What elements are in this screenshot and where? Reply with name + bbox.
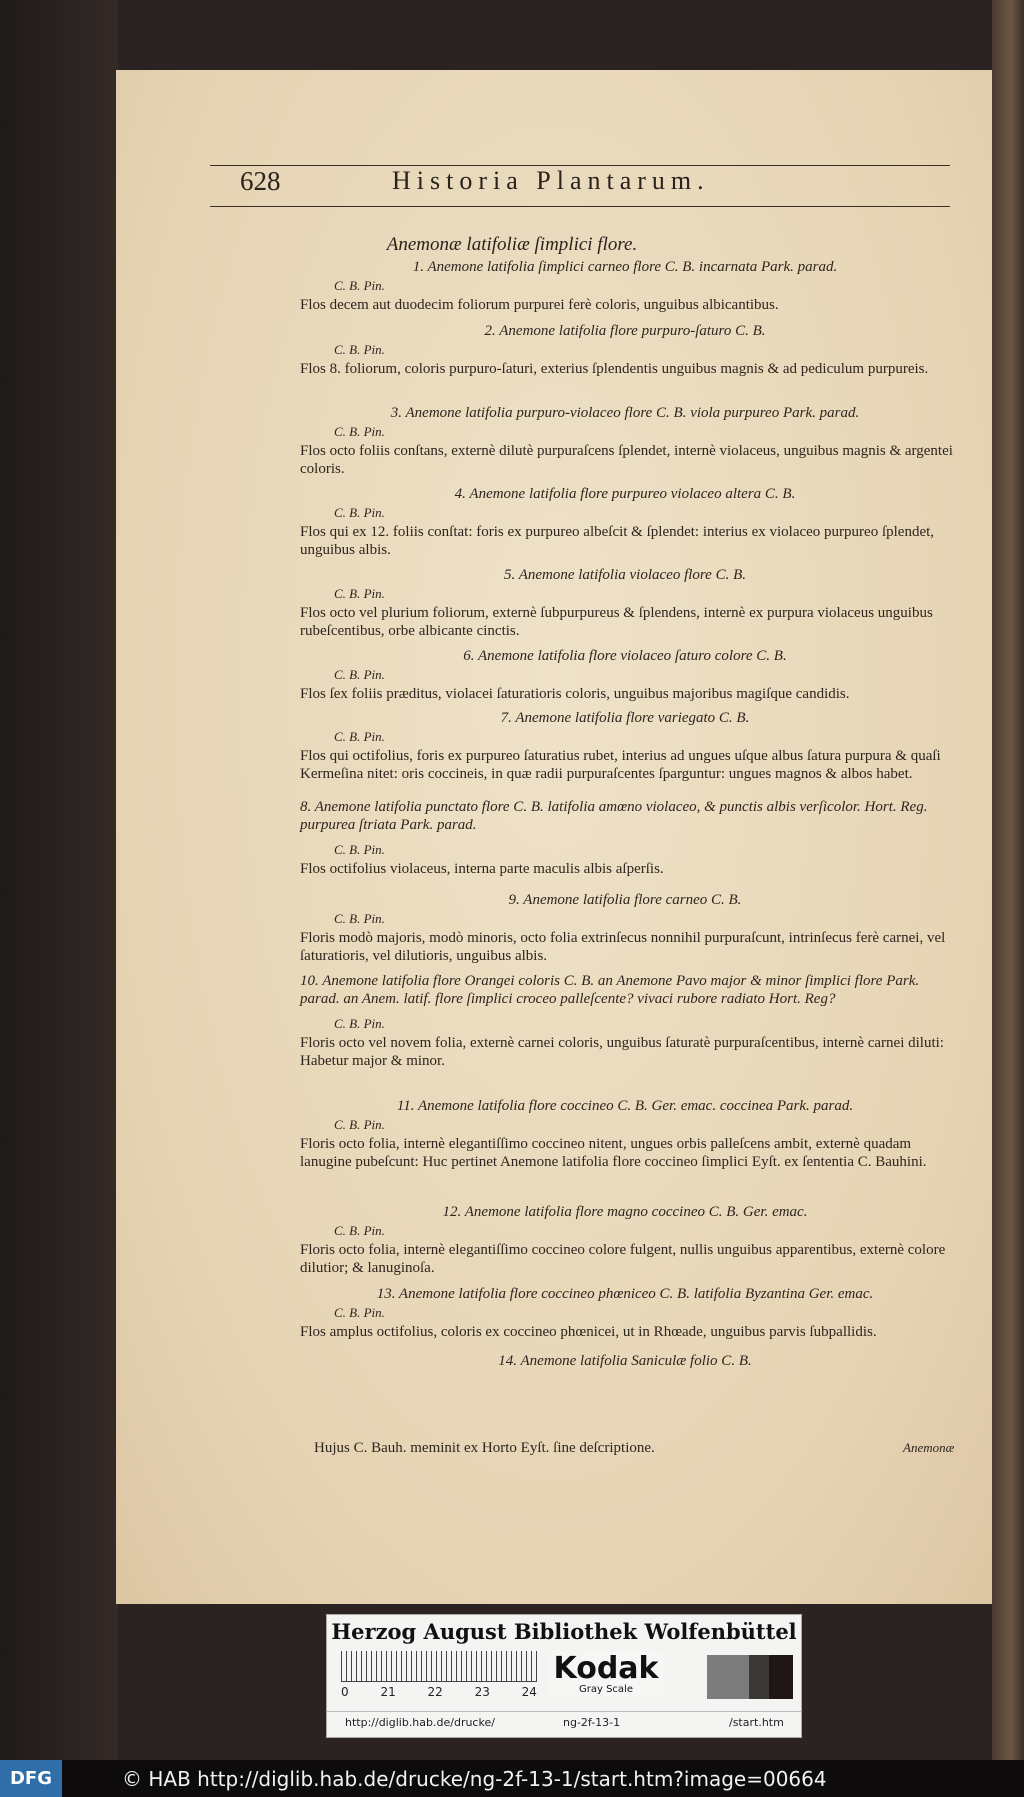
entry-reference: C. B. Pin.: [334, 1305, 385, 1320]
catchword: Anemonæ: [903, 1440, 955, 1455]
entry-heading: 3. Anemone latifolia purpuro-violaceo flore C. B. viola purpureo Park. parad.: [390, 405, 860, 421]
url-suffix: /start.htm: [729, 1716, 784, 1729]
entry-description: Floris octo folia, internè elegantiſſimo coccineo nitent, ungues orbis palleſcens ambit, externè quadam lanugine pubeſcunt: Huc pertinet Anemone latifolia flore coccineo ſimplici Eyſt. ex ſententia C. Bauhini.: [300, 1136, 927, 1170]
dfg-logo: DFG: [0, 1760, 62, 1797]
gray-patch: [707, 1655, 749, 1699]
entry-heading: 6. Anemone latifolia flore violaceo ſaturo colore C. B.: [463, 648, 787, 664]
entry-description: Flos ſex foliis præditus, violacei ſaturatioris coloris, unguibus majoribus magiſque candidis.: [300, 686, 850, 702]
gray-patch: [749, 1655, 769, 1699]
entry-heading: 7. Anemone latifolia flore variegato C. B.: [500, 710, 750, 726]
ruler-number: 23: [474, 1685, 490, 1699]
entry-description: Floris octo folia, internè elegantiſſimo coccineo colore fulgent, nullis unguibus apparentibus, externè colore dilutior; & lanuginoſa.: [300, 1242, 946, 1276]
entry-description: Flos octo vel plurium foliorum, externè ſubpurpureus & ſplendens, internè ex purpura violaceus unguibus rubeſcentibus, orbe albicante cinctis.: [300, 605, 933, 639]
entry-heading: 9. Anemone latifolia flore carneo C. B.: [508, 892, 742, 908]
running-title: Historia Plantarum.: [392, 166, 710, 195]
entry-reference: C. B. Pin.: [334, 842, 385, 857]
entry-reference: C. B. Pin.: [334, 911, 385, 926]
entry-reference: C. B. Pin.: [334, 667, 385, 682]
entry-heading: 2. Anemone latifolia flore purpuro-ſaturo C. B.: [484, 323, 766, 339]
library-card: [326, 1614, 802, 1738]
url-signature: ng-2f-13-1: [563, 1716, 621, 1729]
entry-description: Flos decem aut duodecim foliorum purpurei ferè coloris, unguibus albicantibus.: [300, 297, 779, 313]
gray-scale-label: Gray Scale: [579, 1684, 633, 1695]
footer-text: Hujus C. Bauh. meminit ex Horto Eyſt. ſine deſcriptione.: [314, 1440, 655, 1456]
entry-description: Floris modò majoris, modò minoris, octo folia extrinſecus nonnihil purpuraſcunt, intrinſecus ferè carnei, vel ſaturatioris, vel dilutioris, unguibus albis.: [300, 930, 946, 964]
entry-reference: C. B. Pin.: [334, 586, 385, 601]
entry-heading: 8. Anemone latifolia punctato flore C. B. latifolia amœno violaceo, & punctis albis verſicolor. Hort. Reg. purpurea ſtriata Park. parad.: [300, 799, 928, 833]
entry-description: Flos qui octifolius, foris ex purpureo ſaturatius rubet, interius ad ungues uſque albus ſatura purpura & quaſi Kermeſina nitet: oris coccineis, in quæ radii purpuraſcentes ſparguntur: ungues magnos & albos habet.: [300, 748, 941, 782]
copyright-url[interactable]: © HAB http://diglib.hab.de/drucke/ng-2f-13-1/start.htm?image=00664: [122, 1767, 827, 1791]
library-name: Herzog August Bibliothek Wolfenbüttel: [331, 1619, 797, 1644]
entry-reference: C. B. Pin.: [334, 1016, 385, 1031]
entry-reference: C. B. Pin.: [334, 505, 385, 520]
entry-description: Flos octifolius violaceus, interna parte maculis albis aſperſis.: [300, 861, 664, 877]
entry-reference: C. B. Pin.: [334, 278, 385, 293]
entry-description: Floris octo vel novem folia, externè carnei coloris, unguibus ſaturatè purpuraſcentibus, internè carnei diluti: Habetur major & minor.: [300, 1035, 944, 1069]
entry-heading: 12. Anemone latifolia flore magno coccineo C. B. Ger. emac.: [442, 1204, 808, 1220]
ruler-numbers: [341, 1685, 537, 1699]
header-rule-bottom: [210, 206, 950, 207]
url-base: http://diglib.hab.de/drucke/: [345, 1716, 495, 1729]
ruler-number: 0: [341, 1685, 349, 1699]
entry-reference: C. B. Pin.: [334, 729, 385, 744]
gray-patch: [769, 1655, 793, 1699]
entry-reference: C. B. Pin.: [334, 424, 385, 439]
entry-heading: 4. Anemone latifolia flore purpureo violaceo altera C. B.: [454, 486, 796, 502]
entry-heading: 14. Anemone latifolia Saniculæ folio C. B.: [498, 1353, 752, 1369]
entry-heading: 1. Anemone latifolia ſimplici carneo flore C. B. incarnata Park. parad.: [412, 259, 838, 275]
entry-heading: 10. Anemone latifolia flore Orangei coloris C. B. an Anemone Pavo major & minor ſimplici flore Park. parad. an Anem. latif. flore ſimplici croceo palleſcente? vivaci rubore radiato Hort. Reg?: [300, 973, 920, 1007]
kodak-word: Kodak: [553, 1651, 659, 1686]
scan-background-left: [0, 0, 118, 1760]
kodak-logo: [549, 1651, 663, 1697]
entry-description: Flos 8. foliorum, coloris purpuro-ſaturi, exterius ſplendentis unguibus magnis & ad pediculum purpureis.: [300, 361, 929, 377]
entry-description: Flos amplus octifolius, coloris ex coccineo phœnicei, ut in Rhœade, unguibus parvis ſubpallidis.: [300, 1324, 877, 1340]
ruler-number: 21: [380, 1685, 396, 1699]
entry-heading: 11. Anemone latifolia flore coccineo C. B. Ger. emac. coccinea Park. parad.: [396, 1098, 854, 1114]
entry-reference: C. B. Pin.: [334, 1223, 385, 1238]
entry-reference: C. B. Pin.: [334, 342, 385, 357]
entry-heading: 5. Anemone latifolia violaceo flore C. B.: [503, 567, 747, 583]
scale-ruler: [341, 1651, 537, 1682]
page-number: 628: [240, 166, 281, 196]
ruler-number: 22: [427, 1685, 443, 1699]
section-title: Anemonæ latifoliæ ſimplici flore.: [386, 234, 638, 255]
entry-description: Flos octo foliis conſtans, externè dilutè purpuraſcens ſplendet, internè violaceus, unguibus magnis & argentei coloris.: [300, 443, 953, 477]
scan-background-right: [992, 0, 1024, 1760]
entry-description: Flos qui ex 12. foliis conſtat: foris ex purpureo albeſcit & ſplendet: interius ex violaceo purpureo ſplendet, unguibus albis.: [300, 524, 935, 558]
ruler-number: 24: [521, 1685, 537, 1699]
entry-reference: C. B. Pin.: [334, 1117, 385, 1132]
entry-heading: 13. Anemone latifolia flore coccineo phœniceo C. B. latifolia Byzantina Ger. emac.: [376, 1286, 874, 1302]
url-strip: [327, 1711, 801, 1734]
